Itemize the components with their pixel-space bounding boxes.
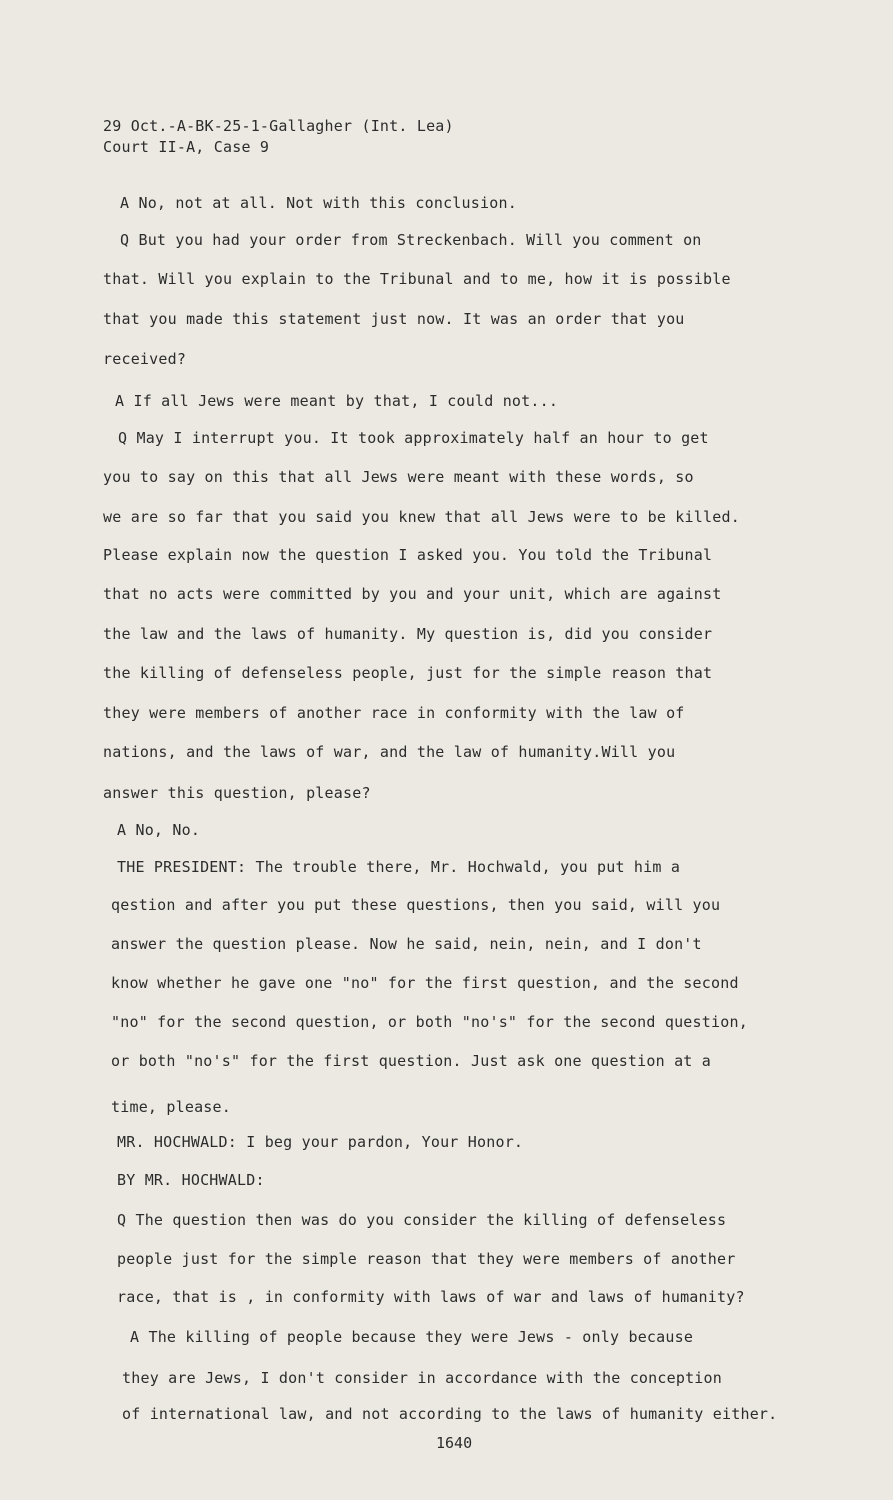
text-line: BY MR. HOCHWALD: [117, 1171, 265, 1189]
text-line: qestion and after you put these questions, then you said, will you [111, 896, 721, 914]
text-line: A No, not at all. Not with this conclusion. [120, 194, 517, 212]
text-line: answer this question, please? [103, 784, 371, 802]
text-line: that. Will you explain to the Tribunal and to me, how it is possible [103, 270, 731, 288]
text-line: that no acts were committed by you and your unit, which are against [103, 585, 722, 603]
text-line: MR. HOCHWALD: I beg your pardon, Your Honor. [117, 1133, 524, 1151]
header-line-2: Court II-A, Case 9 [103, 138, 270, 156]
text-line: we are so far that you said you knew that all Jews were to be killed. [103, 508, 740, 526]
text-line: A If all Jews were meant by that, I could not... [115, 392, 559, 410]
header-line-1: 29 Oct.-A-BK-25-1-Gallagher (Int. Lea) [103, 117, 454, 135]
text-line: "no" for the second question, or both "no's" for the second question, [111, 1013, 748, 1031]
text-line: time, please. [111, 1098, 231, 1116]
text-line: that you made this statement just now. It was an order that you [103, 310, 685, 328]
text-line: they were members of another race in conformity with the law of [103, 704, 685, 722]
text-line: they are Jews, I don't consider in accordance with the conception [122, 1369, 722, 1387]
text-line: A The killing of people because they were Jews - only because [130, 1328, 694, 1346]
text-line: or both "no's" for the first question. Just ask one question at a [111, 1052, 711, 1070]
text-line: Q The question then was do you consider the killing of defenseless [117, 1211, 727, 1229]
text-line: of international law, and not according to the laws of humanity either. [122, 1405, 778, 1423]
text-line: Q May I interrupt you. It took approximately half an hour to get [118, 429, 709, 447]
text-line: people just for the simple reason that they were members of another [117, 1250, 736, 1268]
page-number: 1640 [436, 1434, 473, 1452]
text-line: nations, and the laws of war, and the law of humanity.Will you [103, 743, 676, 761]
text-line: Please explain now the question I asked you. You told the Tribunal [103, 546, 713, 564]
text-line: A No, No. [117, 821, 201, 839]
text-line: THE PRESIDENT: The trouble there, Mr. Hochwald, you put him a [117, 858, 681, 876]
text-line: answer the question please. Now he said, nein, nein, and I don't [111, 935, 702, 953]
text-line: know whether he gave one "no" for the first question, and the second [111, 974, 739, 992]
text-line: the killing of defenseless people, just for the simple reason that [103, 664, 713, 682]
text-line: received? [103, 350, 187, 368]
text-line: race, that is , in conformity with laws of war and laws of humanity? [117, 1288, 745, 1306]
text-line: you to say on this that all Jews were meant with these words, so [103, 468, 694, 486]
text-line: Q But you had your order from Streckenbach. Will you comment on [120, 231, 702, 249]
text-line: the law and the laws of humanity. My question is, did you consider [103, 625, 713, 643]
